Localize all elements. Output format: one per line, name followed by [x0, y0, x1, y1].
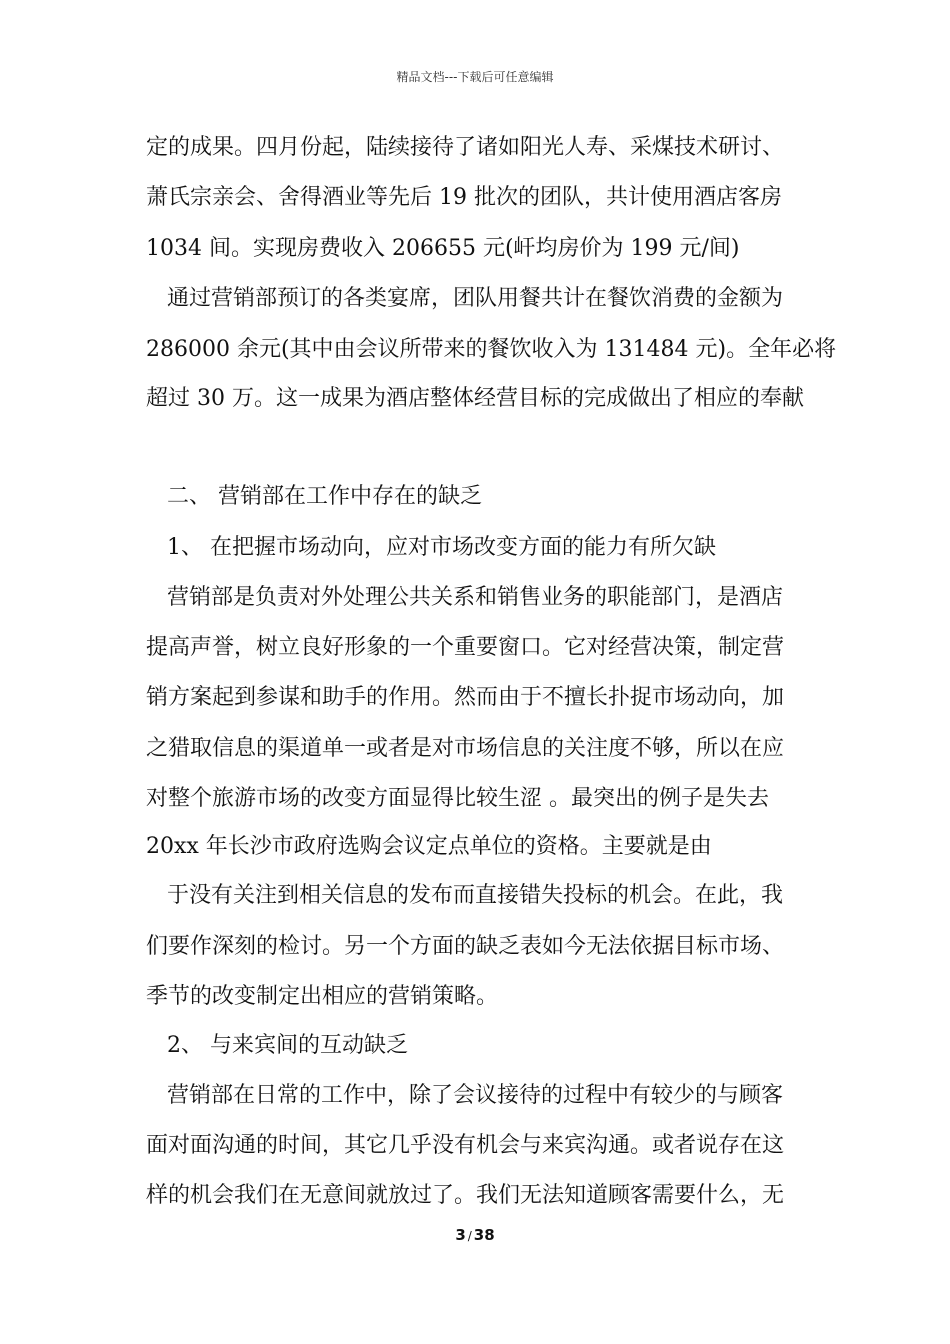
- subsection-heading: 1、 在把握市场动向，应对市场改变方面的能力有所欠缺: [167, 535, 716, 560]
- page-header: 精品文档---下载后可任意编辑: [396, 70, 554, 84]
- body-line: 1034 间。实现房费收入 206655 元(屽均房价为 199 元/间): [146, 236, 740, 261]
- body-line: 20xx 年长沙市政府选购会议定点单位的资格。主要就是由: [146, 834, 712, 859]
- body-line: 们要作深刻的检讨。另一个方面的缺乏表如今无法依据目标市场、: [146, 934, 785, 959]
- body-line: 营销部在日常的工作中，除了会议接待的过程中有较少的与顾客: [167, 1083, 784, 1108]
- body-line: 营销部是负责对外处理公共关系和销售业务的职能部门，是酒店: [167, 585, 784, 610]
- total-pages: 38: [473, 1226, 495, 1244]
- body-line: 提高声誉，树立良好形象的一个重要窗口。它对经营决策，制定营: [146, 635, 785, 660]
- body-line: 之猎取信息的渠道单一或者是对市场信息的关注度不够，所以在应: [146, 736, 785, 761]
- section-heading: 二、 营销部在工作中存在的缺乏: [167, 484, 482, 509]
- current-page: 3: [455, 1226, 466, 1244]
- body-line: 286000 余元(其中由会议所带来的餐饮收入为 131484 元)。全年必将: [146, 337, 837, 362]
- body-line: 超过 30 万。这一成果为酒店整体经营目标的完成做出了相应的奉献: [146, 386, 804, 411]
- body-line: 定的成果。四月份起，陆续接待了诸如阳光人寿、采煤技术研讨、: [146, 135, 785, 160]
- body-line: 于没有关注到相关信息的发布而直接错失投标的机会。在此，我: [167, 883, 784, 908]
- body-line: 面对面沟通的时间，其它几乎没有机会与来宾沟通。或者说存在这: [146, 1133, 785, 1158]
- body-line: 季节的改变制定出相应的营销策略。: [146, 984, 499, 1009]
- subsection-heading: 2、 与来宾间的互动缺乏: [167, 1033, 408, 1058]
- body-line: 萧氏宗亲会、舍得酒业等先后 19 批次的团队，共计使用酒店客房: [146, 185, 782, 210]
- body-line: 销方案起到参谋和助手的作用。然而由于不擅长扑捉市场动向，加: [146, 685, 785, 710]
- body-line: 对整个旅游市场的改变方面显得比较生涩 。最突出的例子是失去: [146, 786, 769, 811]
- page-number: [0, 1226, 950, 1244]
- page-separator: /: [467, 1229, 472, 1243]
- body-line: 通过营销部预订的各类宴席，团队用餐共计在餐饮消费的金额为: [167, 286, 784, 311]
- body-line: 样的机会我们在无意间就放过了。我们无法知道顾客需要什么，无: [146, 1183, 785, 1208]
